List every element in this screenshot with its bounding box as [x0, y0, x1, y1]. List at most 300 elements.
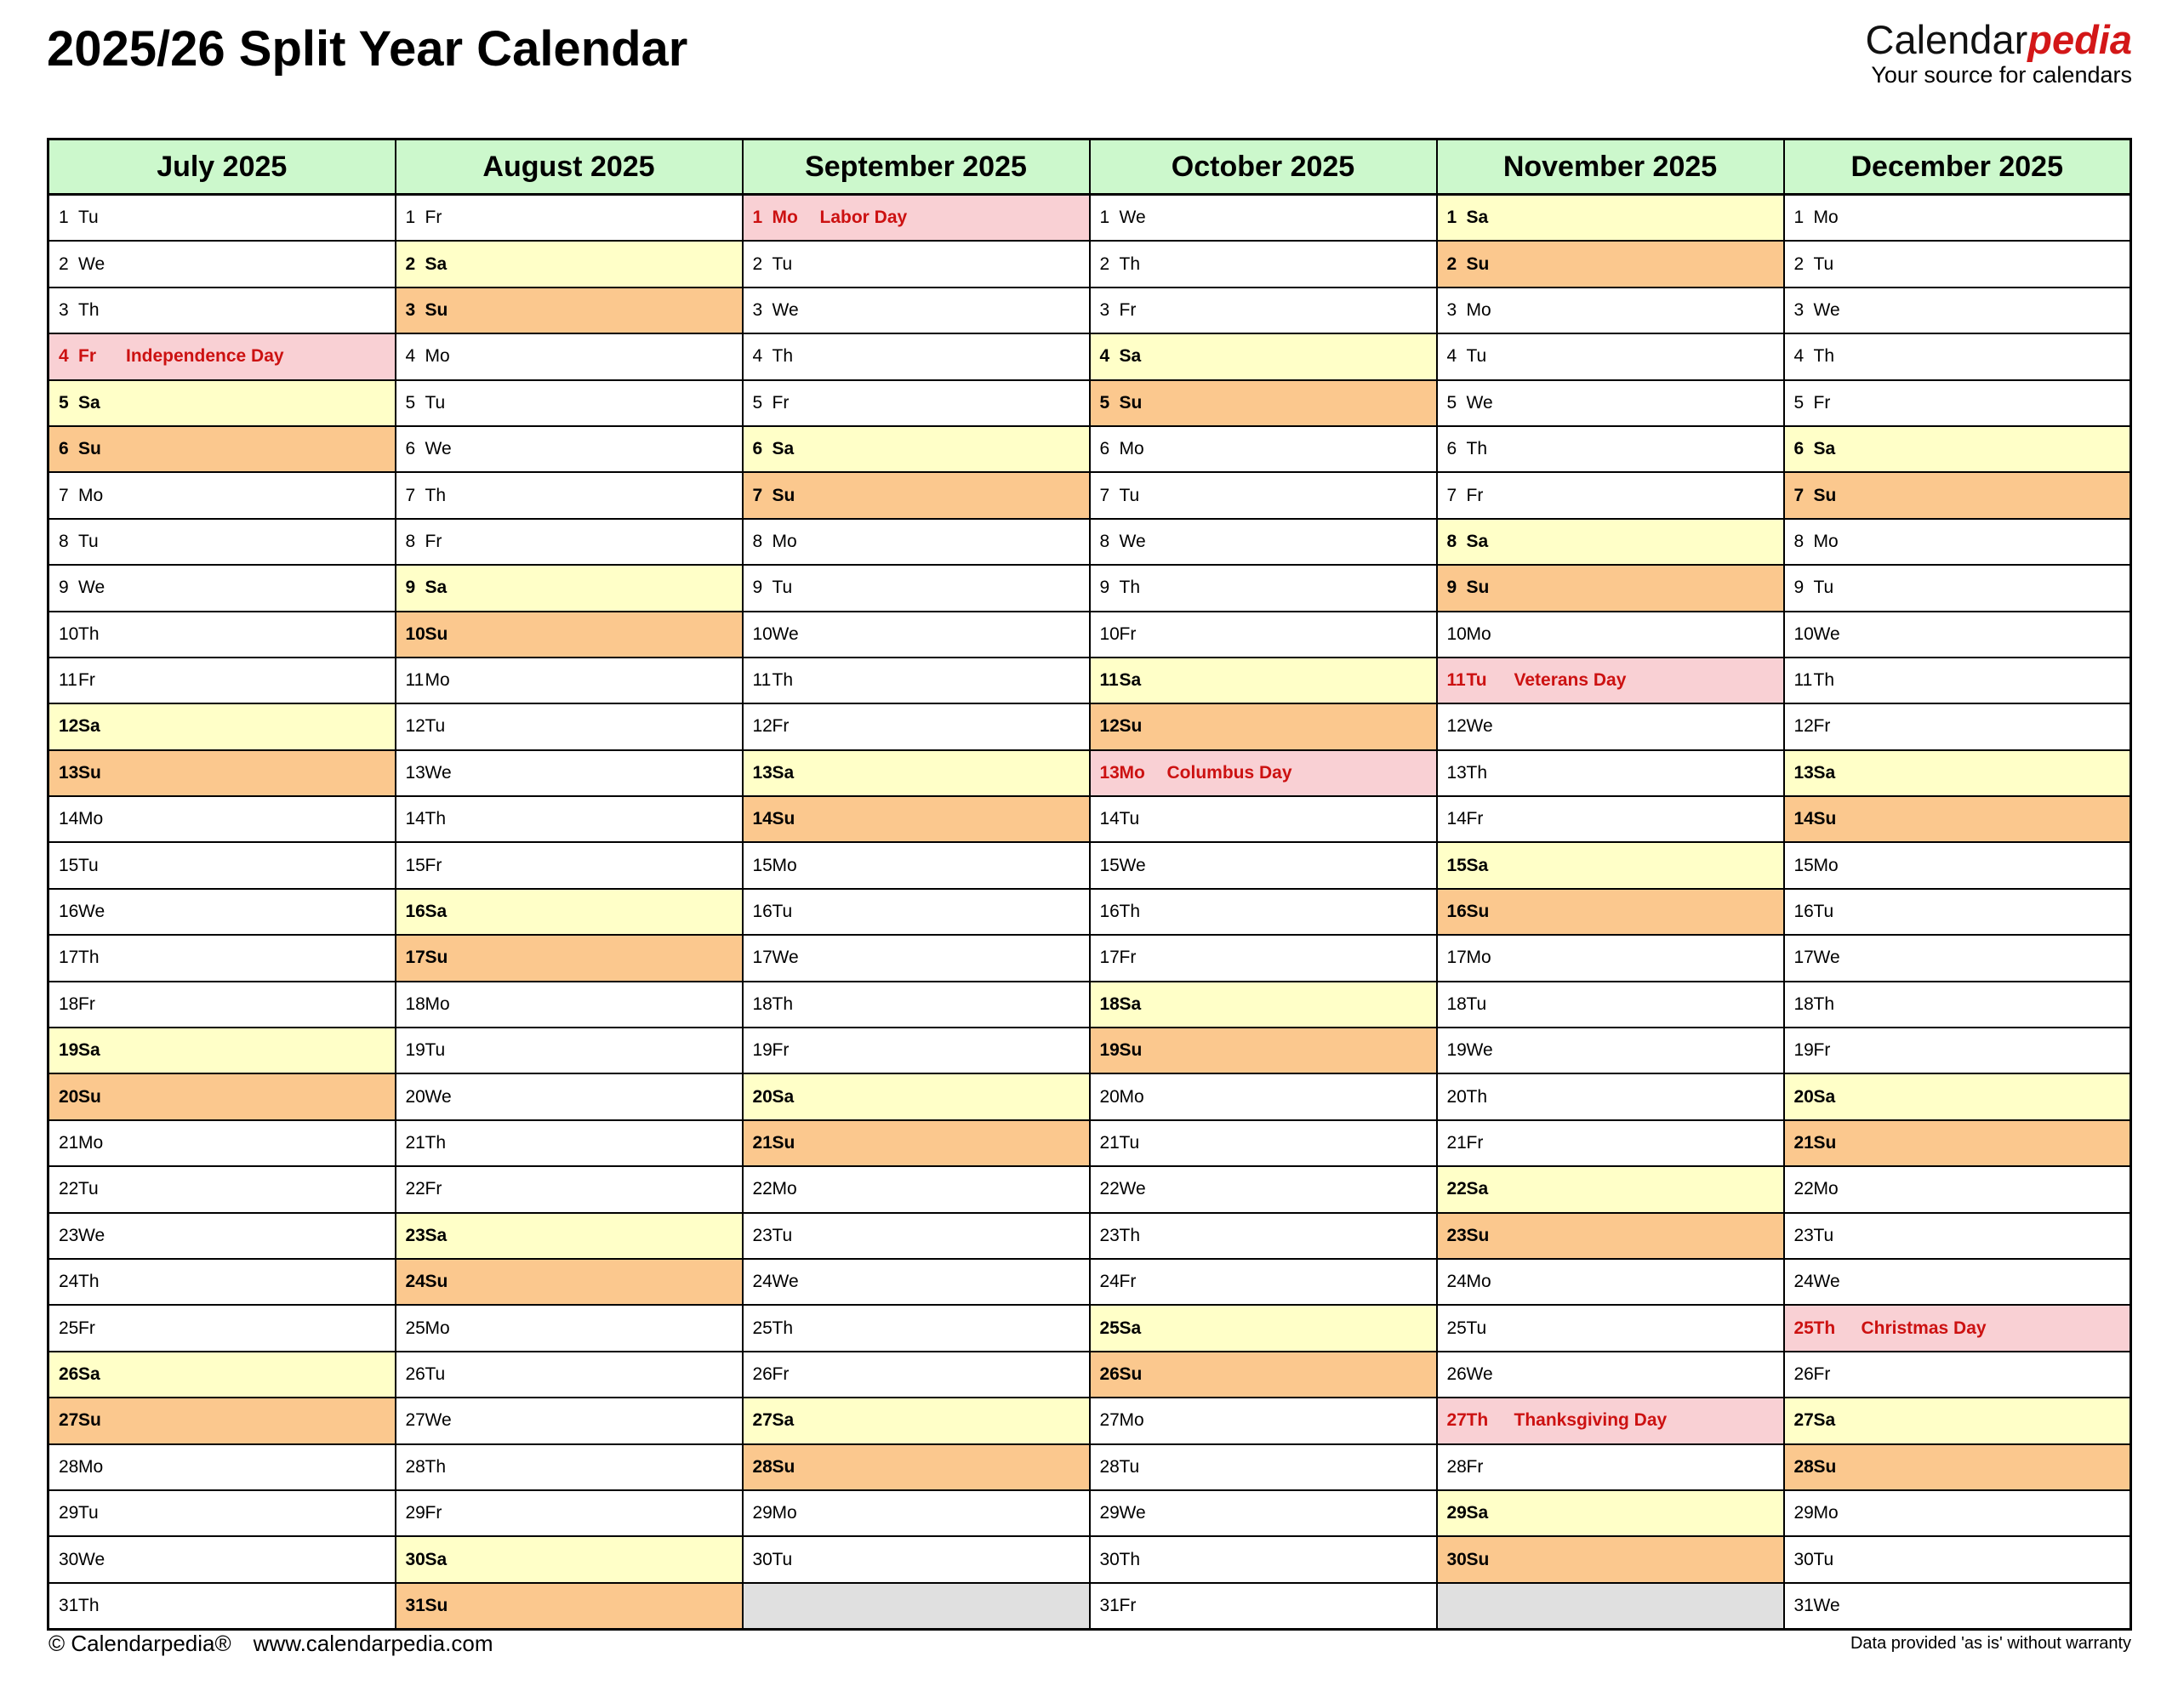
day-cell [1437, 1213, 1784, 1259]
day-weekday: Sa [425, 1225, 448, 1245]
day-cell [1437, 380, 1784, 426]
day-number: 18 [1099, 993, 1120, 1014]
day-number: 16 [1446, 902, 1467, 922]
day-weekday: Tu [772, 253, 793, 274]
day-weekday: Mo [1119, 1086, 1144, 1107]
day-number: 13 [1446, 762, 1467, 783]
day-number: 5 [1099, 392, 1110, 413]
day-number: 2 [1793, 253, 1805, 274]
day-number: 13 [752, 762, 773, 783]
day-weekday: Tu [1466, 993, 1487, 1014]
day-number: 25 [405, 1318, 425, 1338]
footer-disclaimer: Data provided 'as is' without warranty [1850, 1634, 2131, 1653]
day-cell [396, 333, 743, 379]
day-number: 20 [1793, 1086, 1814, 1107]
day-number: 6 [405, 439, 416, 459]
day-cell [743, 241, 1090, 287]
day-weekday: Mo [1813, 1503, 1839, 1523]
day-number: 20 [1446, 1086, 1467, 1107]
day-cell [1437, 1398, 1784, 1443]
day-number: 1 [1446, 208, 1457, 228]
day-number: 3 [59, 299, 69, 320]
calendar-row [48, 658, 2131, 703]
day-number: 16 [1099, 902, 1120, 922]
day-cell [1784, 565, 2131, 611]
day-number: 22 [405, 1179, 425, 1199]
day-number: 27 [59, 1410, 79, 1431]
day-weekday: Fr [772, 716, 790, 737]
day-cell [743, 195, 1090, 242]
day-number: 29 [1446, 1503, 1467, 1523]
day-weekday: Mo [1813, 531, 1839, 551]
day-number: 19 [752, 1040, 773, 1061]
day-weekday: Fr [78, 993, 95, 1014]
day-cell [1437, 889, 1784, 935]
day-number: 5 [1446, 392, 1457, 413]
day-weekday: Su [78, 439, 101, 459]
day-number: 5 [752, 392, 763, 413]
day-weekday: Tu [78, 1179, 99, 1199]
day-cell [743, 1490, 1090, 1536]
day-cell [1437, 426, 1784, 472]
calendar-row [48, 472, 2131, 518]
day-weekday: Su [772, 1456, 795, 1477]
month-header: August 2025 [396, 139, 743, 195]
day-cell [396, 1352, 743, 1398]
day-cell [1784, 1398, 2131, 1443]
day-cell [1090, 1305, 1437, 1351]
day-cell [396, 426, 743, 472]
calendar-row [48, 1213, 2131, 1259]
day-weekday: Mo [772, 208, 798, 228]
day-cell [743, 565, 1090, 611]
day-cell [743, 1166, 1090, 1212]
day-cell [396, 1120, 743, 1166]
day-number: 30 [1793, 1549, 1814, 1569]
day-cell [48, 288, 396, 333]
day-weekday: Su [1119, 1040, 1143, 1061]
day-number: 15 [1099, 855, 1120, 875]
day-weekday: Tu [425, 392, 446, 413]
day-number: 9 [1099, 578, 1110, 598]
day-number: 11 [752, 670, 772, 691]
day-cell [1090, 935, 1437, 981]
day-weekday: Th [1119, 902, 1141, 922]
day-number: 20 [59, 1086, 79, 1107]
day-cell [1784, 658, 2131, 703]
day-weekday: Sa [1119, 670, 1142, 691]
calendar-row [48, 426, 2131, 472]
day-cell [48, 1120, 396, 1166]
day-cell [1784, 612, 2131, 658]
day-cell [1437, 750, 1784, 796]
logo-wordmark [1866, 19, 2133, 62]
day-cell [396, 1444, 743, 1490]
day-cell [1784, 1352, 2131, 1398]
day-weekday: Fr [1466, 485, 1484, 505]
day-cell [48, 195, 396, 242]
calendar-row [48, 982, 2131, 1028]
day-number: 7 [405, 485, 416, 505]
day-number: 22 [752, 1179, 773, 1199]
day-cell [1090, 750, 1437, 796]
day-cell [1090, 1583, 1437, 1630]
day-weekday: Th [1119, 1225, 1141, 1245]
day-cell [1090, 1259, 1437, 1305]
day-cell [1784, 333, 2131, 379]
day-cell [1784, 195, 2131, 242]
month-header: September 2025 [743, 139, 1090, 195]
day-weekday: Tu [772, 578, 793, 598]
day-number: 14 [752, 809, 773, 829]
day-number: 26 [1793, 1364, 1814, 1384]
day-cell [48, 1583, 396, 1630]
day-weekday: Tu [1119, 485, 1140, 505]
day-weekday: Tu [772, 902, 793, 922]
day-cell [1784, 1213, 2131, 1259]
calendar-row [48, 333, 2131, 379]
day-weekday: Tu [1466, 1318, 1487, 1338]
day-cell [396, 1398, 743, 1443]
day-weekday: Tu [1813, 253, 1834, 274]
day-number: 17 [752, 948, 773, 968]
day-weekday: Su [772, 809, 795, 829]
day-weekday: Fr [772, 1040, 790, 1061]
day-cell [743, 1028, 1090, 1073]
day-cell [1784, 241, 2131, 287]
day-weekday: Su [1466, 902, 1490, 922]
day-weekday: We [1813, 1595, 1840, 1615]
day-weekday: Fr [1119, 948, 1137, 968]
month-header: November 2025 [1437, 139, 1784, 195]
day-cell [396, 195, 743, 242]
day-weekday: Su [425, 1272, 448, 1292]
day-weekday: Su [1119, 1364, 1143, 1384]
day-cell [1090, 658, 1437, 703]
day-cell [396, 658, 743, 703]
day-cell [396, 1536, 743, 1582]
day-weekday: Tu [425, 1364, 446, 1384]
day-cell [1784, 796, 2131, 842]
day-number: 3 [1446, 299, 1457, 320]
day-weekday: Su [1466, 1225, 1490, 1245]
day-weekday: Fr [425, 1503, 442, 1523]
day-weekday: Th [772, 670, 794, 691]
day-weekday: Su [772, 485, 795, 505]
day-cell [48, 842, 396, 888]
day-cell [1090, 1536, 1437, 1582]
day-weekday: Su [1119, 392, 1143, 413]
day-number: 4 [1446, 346, 1457, 367]
day-number: 1 [405, 208, 416, 228]
day-number: 14 [59, 809, 79, 829]
day-cell [48, 796, 396, 842]
calendar-row [48, 889, 2131, 935]
day-number: 27 [752, 1410, 773, 1431]
calendar-row [48, 703, 2131, 749]
day-cell [1090, 333, 1437, 379]
day-weekday: Tu [78, 208, 99, 228]
day-weekday: Mo [1466, 1272, 1491, 1292]
day-cell [743, 1259, 1090, 1305]
day-cell [396, 1166, 743, 1212]
day-number: 9 [752, 578, 763, 598]
day-weekday: We [1119, 208, 1146, 228]
empty-cell [743, 1583, 1090, 1630]
day-cell [1437, 1536, 1784, 1582]
day-cell [743, 1073, 1090, 1119]
day-cell [1784, 1444, 2131, 1490]
day-cell [48, 333, 396, 379]
day-cell [1784, 1259, 2131, 1305]
day-cell [1784, 1166, 2131, 1212]
holiday-label: Thanksgiving Day [1514, 1410, 1668, 1431]
day-number: 18 [1446, 993, 1467, 1014]
day-number: 25 [1793, 1318, 1814, 1338]
day-weekday: Mo [1813, 1179, 1839, 1199]
day-weekday: Mo [425, 993, 450, 1014]
day-number: 19 [1793, 1040, 1814, 1061]
day-cell [1090, 842, 1437, 888]
day-weekday: Su [425, 948, 448, 968]
day-cell [48, 1444, 396, 1490]
calendar-row [48, 1398, 2131, 1443]
day-number: 26 [752, 1364, 773, 1384]
day-number: 13 [59, 762, 79, 783]
day-weekday: Sa [78, 716, 100, 737]
day-weekday: Sa [1466, 531, 1489, 551]
day-weekday: Fr [78, 1318, 95, 1338]
day-weekday: Sa [1466, 1179, 1489, 1199]
day-cell [396, 703, 743, 749]
day-number: 25 [1099, 1318, 1120, 1338]
day-cell [48, 750, 396, 796]
page-title: 2025/26 Split Year Calendar [47, 21, 688, 77]
day-cell [1437, 1305, 1784, 1351]
day-cell [1090, 288, 1437, 333]
day-number: 21 [59, 1133, 79, 1153]
day-number: 31 [405, 1595, 425, 1615]
day-number: 1 [752, 208, 763, 228]
day-weekday: Fr [1466, 1133, 1484, 1153]
day-weekday: Sa [1813, 1410, 1836, 1431]
day-weekday: Tu [1813, 578, 1834, 598]
calendar-row [48, 1073, 2131, 1119]
day-cell [1090, 1398, 1437, 1443]
day-weekday: Th [1813, 993, 1835, 1014]
day-weekday: We [1813, 299, 1840, 320]
day-weekday: Th [425, 485, 447, 505]
day-weekday: We [78, 902, 105, 922]
day-cell [1437, 1490, 1784, 1536]
day-number: 4 [1099, 346, 1110, 367]
day-cell [48, 1259, 396, 1305]
day-cell [743, 750, 1090, 796]
day-number: 8 [1446, 531, 1457, 551]
day-number: 6 [1099, 439, 1110, 459]
day-weekday: Sa [1813, 762, 1836, 783]
day-number: 11 [405, 670, 425, 691]
day-cell [1090, 472, 1437, 518]
day-cell [1784, 1120, 2131, 1166]
day-cell [396, 796, 743, 842]
day-cell [1090, 796, 1437, 842]
day-cell [1784, 1028, 2131, 1073]
day-weekday: Fr [1119, 623, 1137, 644]
day-cell [743, 889, 1090, 935]
website-url: www.calendarpedia.com [253, 1631, 493, 1656]
day-weekday: We [78, 578, 105, 598]
day-number: 31 [59, 1595, 79, 1615]
day-number: 15 [59, 855, 79, 875]
calendar-row [48, 935, 2131, 981]
day-weekday: Mo [772, 1179, 797, 1199]
day-cell [1437, 1073, 1784, 1119]
day-cell [1784, 842, 2131, 888]
day-weekday: We [772, 1272, 799, 1292]
day-weekday: We [78, 1549, 105, 1569]
day-number: 22 [1099, 1179, 1120, 1199]
day-number: 14 [1099, 809, 1120, 829]
holiday-label: Labor Day [819, 208, 908, 228]
day-weekday: Th [78, 1595, 100, 1615]
day-number: 11 [1793, 670, 1813, 691]
day-number: 19 [405, 1040, 425, 1061]
day-number: 29 [752, 1503, 773, 1523]
day-weekday: Sa [1813, 1086, 1836, 1107]
holiday-label: Christmas Day [1861, 1318, 1987, 1338]
day-number: 26 [59, 1364, 79, 1384]
day-cell [396, 1028, 743, 1073]
day-weekday: We [425, 762, 452, 783]
day-weekday: Tu [425, 1040, 446, 1061]
day-number: 25 [752, 1318, 773, 1338]
day-weekday: Mo [78, 485, 104, 505]
day-cell [1437, 241, 1784, 287]
day-cell [396, 1213, 743, 1259]
day-weekday: Fr [425, 208, 442, 228]
day-number: 3 [405, 299, 416, 320]
day-weekday: Sa [772, 1086, 795, 1107]
day-number: 8 [59, 531, 69, 551]
day-weekday: Th [1466, 1410, 1489, 1431]
calendar-row [48, 241, 2131, 287]
day-weekday: Sa [78, 392, 100, 413]
day-weekday: Th [425, 1133, 447, 1153]
day-number: 15 [1793, 855, 1814, 875]
day-weekday: Mo [1119, 1410, 1144, 1431]
day-weekday: Su [78, 762, 101, 783]
day-cell [396, 935, 743, 981]
day-cell [1437, 195, 1784, 242]
day-number: 12 [405, 716, 425, 737]
day-weekday: Th [1119, 253, 1141, 274]
day-cell [1784, 1536, 2131, 1582]
footer-copyright [48, 1631, 493, 1657]
day-cell [1784, 472, 2131, 518]
day-weekday: Tu [425, 716, 446, 737]
day-number: 12 [1099, 716, 1120, 737]
day-weekday: Fr [425, 1179, 442, 1199]
day-cell [1784, 288, 2131, 333]
day-weekday: We [425, 1086, 452, 1107]
day-weekday: Tu [1119, 809, 1140, 829]
day-cell [1784, 750, 2131, 796]
day-cell [48, 380, 396, 426]
day-cell [48, 982, 396, 1028]
day-cell [396, 1305, 743, 1351]
day-number: 3 [1793, 299, 1805, 320]
day-weekday: We [1813, 948, 1840, 968]
day-cell [1090, 426, 1437, 472]
day-number: 20 [752, 1086, 773, 1107]
day-cell [743, 935, 1090, 981]
day-cell [743, 1213, 1090, 1259]
day-number: 1 [59, 208, 69, 228]
day-number: 23 [752, 1225, 773, 1245]
day-cell [1784, 935, 2131, 981]
day-number: 2 [59, 253, 69, 274]
day-cell [1437, 1120, 1784, 1166]
day-number: 30 [1446, 1549, 1467, 1569]
day-weekday: Fr [772, 1364, 790, 1384]
day-cell [396, 1073, 743, 1119]
day-cell [48, 426, 396, 472]
day-number: 24 [1446, 1272, 1467, 1292]
day-number: 17 [1099, 948, 1120, 968]
day-weekday: Su [1813, 1133, 1837, 1153]
day-cell [1437, 612, 1784, 658]
day-cell [48, 1166, 396, 1212]
day-cell [48, 1352, 396, 1398]
day-cell [1437, 658, 1784, 703]
day-weekday: Tu [1813, 1549, 1834, 1569]
day-weekday: Sa [1466, 1503, 1489, 1523]
day-weekday: Tu [1813, 902, 1834, 922]
day-weekday: Mo [1466, 623, 1491, 644]
day-number: 28 [59, 1456, 79, 1477]
calendar-row [48, 796, 2131, 842]
day-cell [48, 1398, 396, 1443]
day-number: 26 [1099, 1364, 1120, 1384]
day-number: 18 [1793, 993, 1814, 1014]
day-number: 16 [405, 902, 425, 922]
day-weekday: Th [772, 993, 794, 1014]
day-weekday: Th [425, 809, 447, 829]
day-cell [743, 1444, 1090, 1490]
day-number: 5 [1793, 392, 1805, 413]
day-cell [396, 241, 743, 287]
day-cell [48, 472, 396, 518]
day-number: 6 [1446, 439, 1457, 459]
day-number: 10 [59, 623, 79, 644]
day-weekday: We [1466, 716, 1493, 737]
day-number: 16 [59, 902, 79, 922]
day-cell [1090, 1490, 1437, 1536]
day-weekday: Sa [1466, 208, 1489, 228]
day-number: 10 [1446, 623, 1467, 644]
day-cell [743, 1352, 1090, 1398]
day-weekday: Fr [78, 346, 96, 367]
day-weekday: Mo [78, 809, 104, 829]
day-number: 13 [405, 762, 425, 783]
day-number: 21 [1793, 1133, 1814, 1153]
day-number: 21 [405, 1133, 425, 1153]
day-number: 10 [405, 623, 425, 644]
day-weekday: Fr [1813, 716, 1831, 737]
day-number: 31 [1099, 1595, 1120, 1615]
day-number: 7 [752, 485, 763, 505]
